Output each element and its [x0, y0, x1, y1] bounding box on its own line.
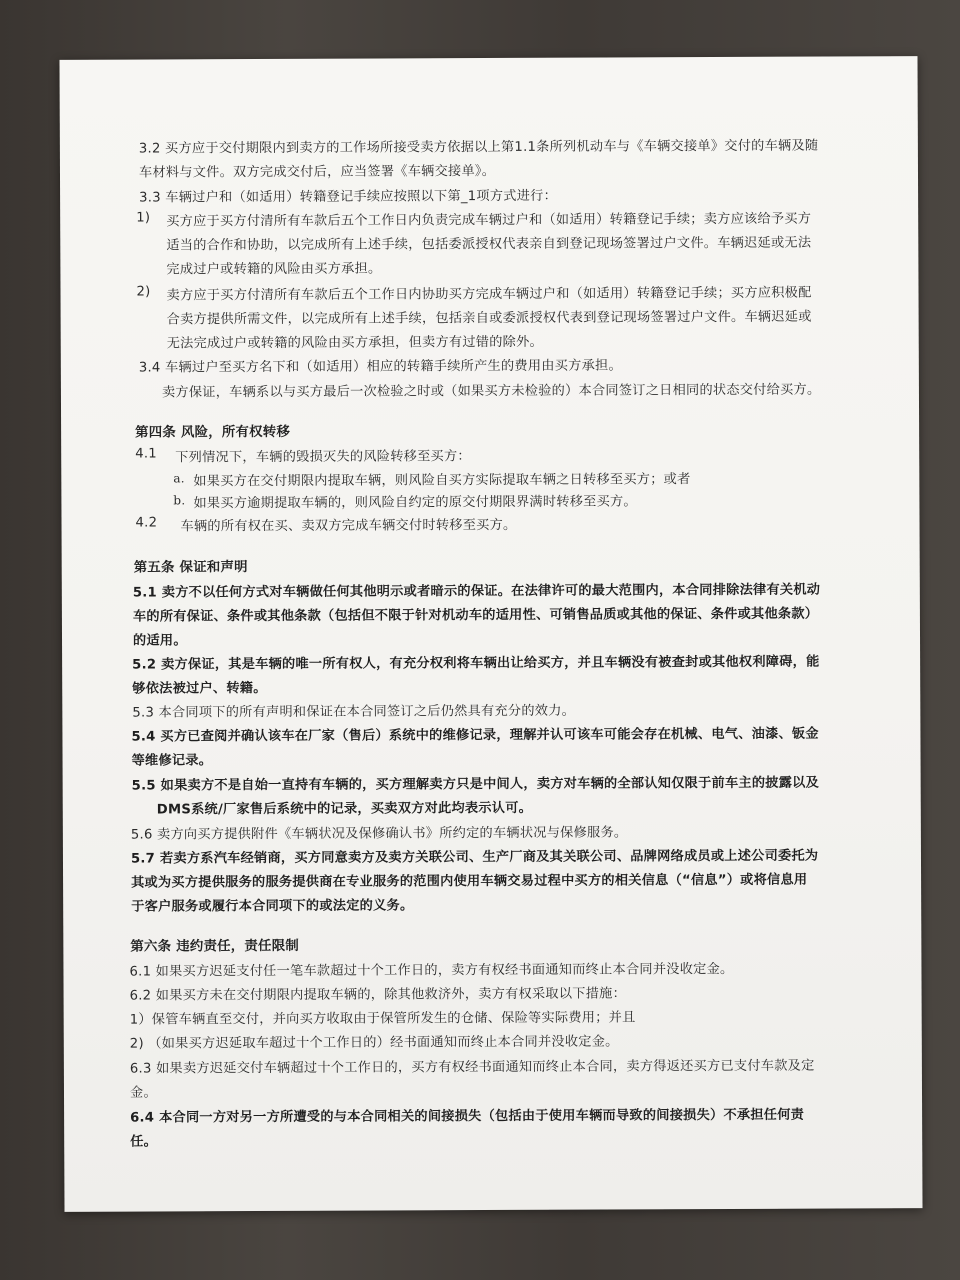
- clause-6-4-line-1: 6.4 本合同一方对另一方所遭受的与本合同相关的间接损失（包括由于使用车辆而导致的间接损失）不承担任何责: [130, 1107, 805, 1126]
- item-a-marker: a.: [173, 471, 185, 486]
- clause-4-2: 车辆的所有权在买、卖双方完成车辆交付时转移至买方。: [180, 517, 517, 535]
- item-1-line-3: 完成过户或转籍的风险由买方承担。: [166, 261, 382, 278]
- document-page: [59, 56, 922, 1212]
- clause-5-2-line-2: 够依法被过户、转籍。: [132, 680, 267, 697]
- item-2-number: 2): [136, 284, 151, 300]
- item-2-line-1: 卖方应于买方付清所有车款后五个工作日内协助买方完成车辆过户和（如适用）转籍登记手续；买方应积极配: [166, 285, 812, 304]
- article-4-heading: 第四条 风险，所有权转移: [135, 424, 291, 441]
- clause-5-6: 5.6 卖方向买方提供附件《车辆状况及保修确认书》所约定的车辆状况与保修服务。: [130, 825, 628, 843]
- clause-5-4-line-1: 5.4 买方已查阅并确认该车在厂家（售后）系统中的维修记录，理解并认可该车可能会存在机械、电气、油漆、钣金: [131, 726, 819, 745]
- item-b: 如果买方逾期提取车辆的，则风险自约定的原交付期限界满时转移至买方。: [193, 494, 637, 512]
- item-b-marker: b.: [173, 493, 186, 508]
- clause-5-7-line-1: 5.7 若卖方系汽车经销商，买方同意卖方及卖方关联公司、生产厂商及其关联公司、品牌网络成员或上述公司委托为: [130, 848, 819, 867]
- clause-5-7-line-2: 其或为买方提供服务的服务提供商在专业服务的范围内使用车辆交易过程中买方的相关信息（“信息”）或将信息用: [131, 872, 808, 891]
- clause-5-2-line-1: 5.2 卖方保证，其是车辆的唯一所有权人，有充分权利将车辆出让给买方，并且车辆没有被查封或其他权利障碍，能: [132, 654, 820, 673]
- contract-text: [59, 56, 922, 1212]
- clause-5-1-line-1: 5.1 卖方不以任何方式对车辆做任何其他明示或者暗示的保证。在法律许可的最大范围内，本合同排除法律有关机动: [132, 582, 821, 601]
- clause-5-1-line-2: 车的所有保证、条件或其他条款（包括但不限于针对机动车的适用性、可销售品质或其他的保证、条件或其他条款）: [132, 606, 819, 625]
- clause-4-1-number: 4.1: [135, 446, 157, 462]
- clause-6-4-line-2: 任。: [130, 1134, 158, 1150]
- clause-3-2-line-1: 3.2 买方应于交付期限内到卖方的工作场所接受卖方依据以上第1.1条所列机动车与《车辆交接单》交付的车辆及随: [138, 138, 819, 157]
- clause-6-2-item-2: 2) （如果买方迟延取车超过十个工作日的）经书面通知而终止本合同并没收定金。: [129, 1034, 619, 1052]
- clause-6-3-line-1: 6.3 如果卖方迟延交付车辆超过十个工作日的，买方有权经书面通知而终止本合同，卖方得返还买方已支付车款及定: [129, 1058, 815, 1077]
- article-5-heading: 第五条 保证和声明: [133, 560, 248, 576]
- clause-6-1: 6.1 如果买方迟延支付任一笔车款超过十个工作日的，卖方有权经书面通知而终止本合同并没收定金。: [129, 961, 734, 980]
- clause-4-1: 下列情况下，车辆的毁损灭失的风险转移至买方：: [175, 449, 471, 466]
- item-a: 如果买方在交付期限内提取车辆，则风险自买方实际提取车辆之日转移至买方；或者: [193, 472, 691, 490]
- clause-5-5-line-2: DMS系统/厂家售后系统中的记录，买卖双方对此均表示认可。: [156, 800, 533, 818]
- clause-3-2-line-2: 车材料与文件。双方完成交付后，应当签署《车辆交接单》。: [138, 163, 496, 181]
- item-1-line-1: 买方应于买方付清所有车款后五个工作日内负责完成车辆过户和（如适用）转籍登记手续；卖方应该给予买方: [166, 211, 812, 230]
- clause-4-2-number: 4.2: [135, 515, 158, 531]
- clause-6-3-line-2: 金。: [129, 1085, 157, 1101]
- item-2-line-3: 无法完成过户或转籍的风险由买方承担，但卖方有过错的除外。: [166, 334, 544, 352]
- clause-5-3: 5.3 本合同项下的所有声明和保证在本合同签订之后仍然具有充分的效力。: [132, 703, 576, 721]
- clause-5-7-line-3: 于客户服务或履行本合同项下的或法定的义务。: [131, 898, 414, 915]
- article-6-heading: 第六条 违约责任，责任限制: [130, 938, 300, 955]
- item-2-line-2: 合卖方提供所需文件，以完成所有上述手续，包括亲自或委派授权代表到登记现场签署过户文件。车辆迟延或: [166, 309, 812, 328]
- clause-5-1-line-3: 的适用。: [132, 633, 187, 649]
- clause-5-4-line-2: 等维修记录。: [131, 753, 213, 769]
- seller-warranty-state: 卖方保证，车辆系以与买方最后一次检验之时或（如果买方未检验的）本合同签订之日相同的状态交付给买方。: [161, 382, 821, 401]
- clause-3-3: 3.3 车辆过户和（如适用）转籍登记手续应按照以下第_1项方式进行：: [139, 188, 558, 206]
- clause-3-4: 3.4 车辆过户至买方名下和（如适用）相应的转籍手续所产生的费用由买方承担。: [138, 358, 622, 376]
- item-1-number: 1): [136, 210, 151, 226]
- clause-5-5-line-1: 5.5 如果卖方不是自始一直持有车辆的，买方理解卖方只是中间人，卖方对车辆的全部认知仅限于前车主的披露以及: [131, 775, 820, 794]
- clause-6-2-item-1: 1）保管车辆直至交付，并向买方收取由于保管所发生的仓储、保险等实际费用；并且: [129, 1010, 636, 1028]
- item-1-line-2: 适当的合作和协助，以完成所有上述手续，包括委派授权代表亲自到登记现场签署过户文件。车辆迟延或无法: [166, 235, 812, 254]
- clause-6-2: 6.2 如果买方未在交付期限内提取车辆的，除其他救济外，卖方有权采取以下措施：: [129, 986, 627, 1004]
